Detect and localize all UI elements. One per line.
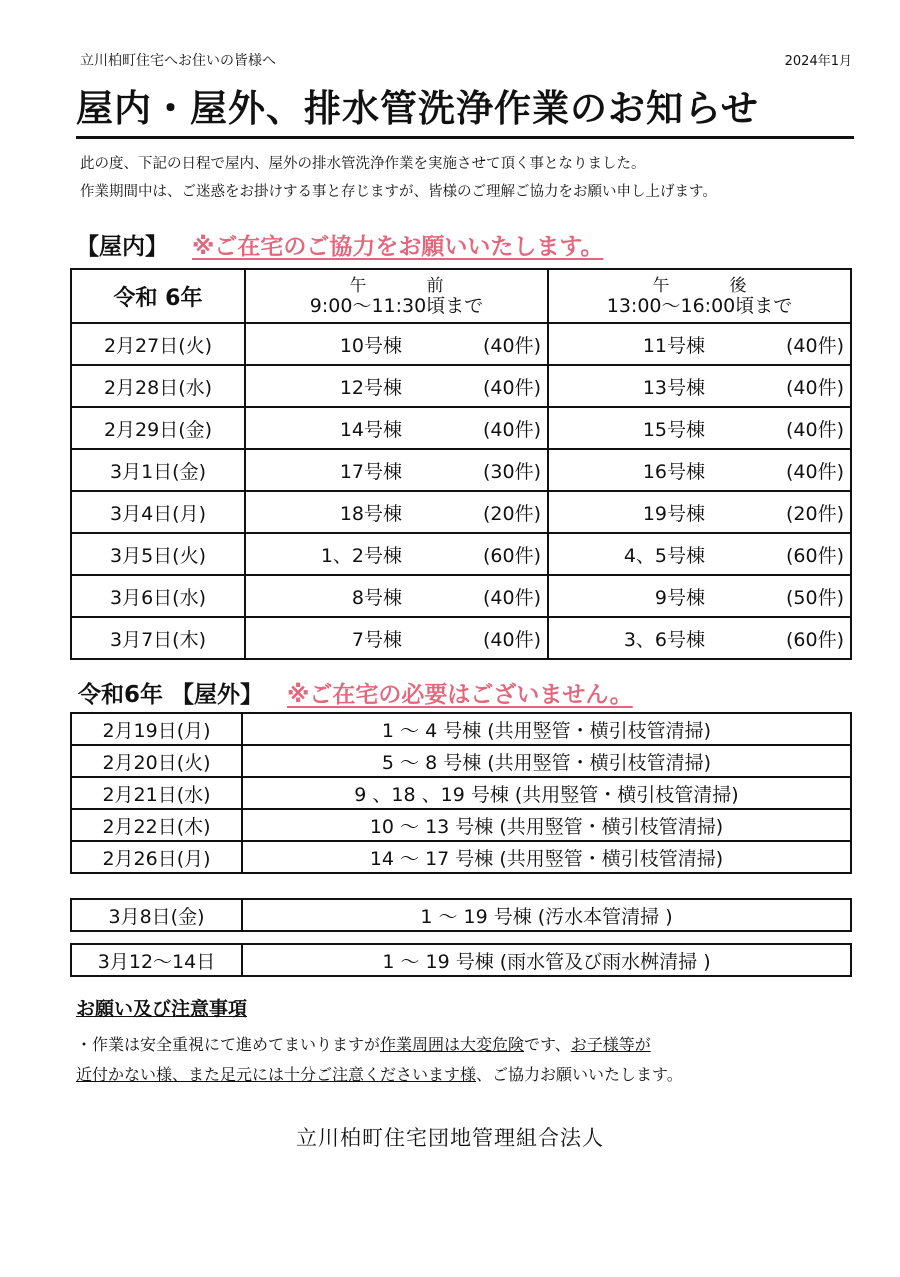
- indoor-date: 3月4日(月): [71, 491, 245, 533]
- indoor-date: 3月6日(水): [71, 575, 245, 617]
- am-count: (40件): [482, 586, 541, 609]
- outdoor-sewer-table: [70, 898, 852, 932]
- pm-count: (40件): [785, 334, 844, 357]
- notice-l1b: 作業周囲は大変危険: [380, 1035, 525, 1054]
- outdoor-schedule-table: [70, 712, 852, 874]
- indoor-date: 3月7日(木): [71, 617, 245, 659]
- indoor-row: [71, 365, 851, 407]
- pm-slot: [548, 407, 851, 449]
- indoor-date: 2月27日(火): [71, 323, 245, 365]
- pm-count: (20件): [785, 502, 844, 525]
- indoor-date: 3月1日(金): [71, 449, 245, 491]
- pm-count: (60件): [785, 544, 844, 567]
- notice-l1d: お子様等が: [570, 1035, 651, 1054]
- indoor-row: [71, 407, 851, 449]
- am-building: 1、2号棟: [320, 544, 402, 567]
- pm-time: 13:00～16:00頃まで: [606, 295, 793, 317]
- am-building: 7号棟: [351, 628, 402, 651]
- outdoor-date: 2月22日(木): [71, 809, 242, 841]
- indoor-row: [71, 533, 851, 575]
- outdoor-description: 1 ～ 19 号棟 (雨水管及び雨水桝清掃 ): [242, 944, 851, 976]
- am-count: (40件): [482, 376, 541, 399]
- indoor-row: [71, 617, 851, 659]
- indoor-year: 令和 6年: [71, 269, 245, 323]
- notice-l2a: 近付かない様、また足元には十分ご注意くださいます様: [76, 1065, 477, 1084]
- pm-label: 午後: [652, 276, 807, 296]
- indoor-note: ※ご在宅のご協力をお願いいたします。: [192, 234, 604, 260]
- am-count: (60件): [482, 544, 541, 567]
- indoor-schedule-table: [70, 268, 852, 660]
- outdoor-row: [71, 899, 851, 931]
- am-slot: [245, 407, 548, 449]
- recipient-line: 立川柏町住宅へお住いの皆様へ: [80, 53, 276, 69]
- outdoor-row: [71, 745, 851, 777]
- outdoor-description: 5 ～ 8 号棟 (共用竪管・横引枝管清掃): [242, 745, 851, 777]
- am-slot: [245, 365, 548, 407]
- notice-line-1: [76, 1030, 683, 1060]
- outdoor-row: [71, 713, 851, 745]
- am-building: 8号棟: [351, 586, 402, 609]
- pm-building: 13号棟: [642, 376, 705, 399]
- indoor-table-header: [71, 269, 851, 323]
- am-slot: [245, 449, 548, 491]
- pm-slot: [548, 533, 851, 575]
- pm-building: 3、6号棟: [623, 628, 705, 651]
- am-count: (20件): [482, 502, 541, 525]
- outdoor-row: [71, 944, 851, 976]
- pm-slot: [548, 365, 851, 407]
- pm-building: 4、5号棟: [623, 544, 705, 567]
- am-slot: [245, 323, 548, 365]
- am-building: 18号棟: [339, 502, 402, 525]
- indoor-row: [71, 491, 851, 533]
- pm-building: 11号棟: [642, 334, 705, 357]
- am-count: (40件): [482, 418, 541, 441]
- indoor-row: [71, 575, 851, 617]
- indoor-row: [71, 449, 851, 491]
- notice-title: お願い及び注意事項: [76, 998, 248, 1020]
- intro-text: [80, 150, 717, 206]
- am-count: (40件): [482, 334, 541, 357]
- outdoor-year: 令和6年: [78, 682, 164, 708]
- outdoor-date: 3月8日(金): [71, 899, 242, 931]
- pm-count: (40件): [785, 418, 844, 441]
- notice-l2b: 、ご協力お願いいたします。: [476, 1065, 683, 1084]
- indoor-date: 2月28日(水): [71, 365, 245, 407]
- am-count: (40件): [482, 628, 541, 651]
- pm-count: (40件): [785, 460, 844, 483]
- outdoor-date: 2月21日(水): [71, 777, 242, 809]
- pm-building: 15号棟: [642, 418, 705, 441]
- pm-slot: [548, 323, 851, 365]
- indoor-row: [71, 323, 851, 365]
- am-building: 10号棟: [339, 334, 402, 357]
- indoor-date: 2月29日(金): [71, 407, 245, 449]
- am-building: 14号棟: [339, 418, 402, 441]
- page-title: 屋内・屋外、排水管洗浄作業のお知らせ: [76, 78, 854, 139]
- organization-name: 立川柏町住宅団地管理組合法人: [296, 1126, 604, 1150]
- am-slot: [245, 491, 548, 533]
- am-slot: [245, 575, 548, 617]
- outdoor-description: 14 ～ 17 号棟 (共用竪管・横引枝管清掃): [242, 841, 851, 873]
- indoor-section-header: [76, 228, 604, 261]
- pm-building: 16号棟: [642, 460, 705, 483]
- pm-slot: [548, 449, 851, 491]
- outdoor-date: 3月12～14日: [71, 944, 242, 976]
- indoor-label: 【屋内】: [76, 234, 168, 260]
- pm-header: [548, 269, 851, 323]
- notice-line-2: [76, 1060, 683, 1090]
- outdoor-description: 9 、18 、19 号棟 (共用竪管・横引枝管清掃): [242, 777, 851, 809]
- outdoor-rainwater-table: [70, 943, 852, 977]
- pm-building: 19号棟: [642, 502, 705, 525]
- notice-l1c: です、: [524, 1035, 571, 1054]
- issue-date: 2024年1月: [784, 54, 852, 69]
- am-building: 17号棟: [339, 460, 402, 483]
- pm-count: (50件): [785, 586, 844, 609]
- notice-l1a: ・作業は安全重視にて進めてまいりますが: [76, 1035, 381, 1054]
- outdoor-note: ※ご在宅の必要はございません。: [287, 682, 633, 708]
- intro-line-1: 此の度、下記の日程で屋内、屋外の排水管洗浄作業を実施させて頂く事となりました。: [80, 156, 646, 172]
- pm-count: (40件): [785, 376, 844, 399]
- am-label: 午前: [349, 276, 504, 296]
- pm-slot: [548, 491, 851, 533]
- pm-building: 9号棟: [654, 586, 705, 609]
- am-count: (30件): [482, 460, 541, 483]
- am-time: 9:00～11:30頃まで: [309, 295, 484, 317]
- outdoor-description: 10 ～ 13 号棟 (共用竪管・横引枝管清掃): [242, 809, 851, 841]
- outdoor-date: 2月20日(火): [71, 745, 242, 777]
- notice-text: [76, 1030, 683, 1090]
- indoor-date: 3月5日(火): [71, 533, 245, 575]
- pm-count: (60件): [785, 628, 844, 651]
- outdoor-label: 【屋外】: [171, 682, 264, 708]
- pm-slot: [548, 575, 851, 617]
- intro-line-2: 作業期間中は、ご迷惑をお掛けする事と存じますが、皆様のご理解ご協力をお願い申し上げます。: [80, 184, 717, 200]
- outdoor-description: 1 ～ 19 号棟 (汚水本管清掃 ): [242, 899, 851, 931]
- outdoor-date: 2月19日(月): [71, 713, 242, 745]
- outdoor-row: [71, 841, 851, 873]
- outdoor-section-header: [78, 676, 633, 709]
- outdoor-description: 1 ～ 4 号棟 (共用竪管・横引枝管清掃): [242, 713, 851, 745]
- outdoor-row: [71, 809, 851, 841]
- outdoor-date: 2月26日(月): [71, 841, 242, 873]
- am-building: 12号棟: [339, 376, 402, 399]
- pm-slot: [548, 617, 851, 659]
- am-slot: [245, 617, 548, 659]
- outdoor-row: [71, 777, 851, 809]
- am-header: [245, 269, 548, 323]
- am-slot: [245, 533, 548, 575]
